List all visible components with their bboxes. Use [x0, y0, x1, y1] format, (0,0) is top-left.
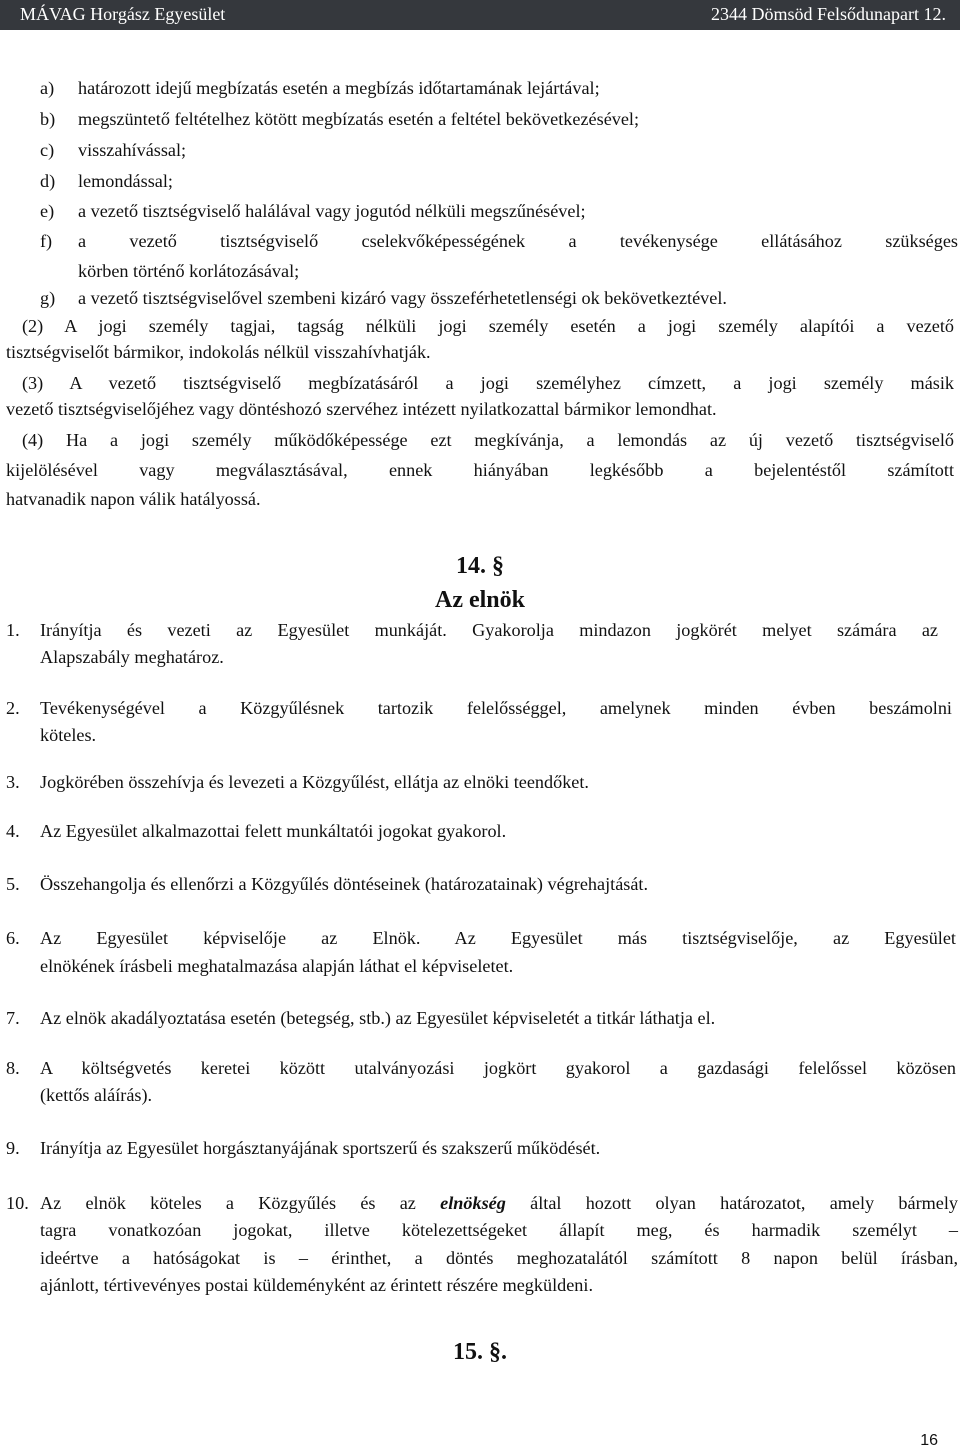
list-item-label: g)	[40, 288, 56, 308]
item-number: 5.	[6, 874, 20, 894]
paragraph-4-line: hatvanadik napon válik hatályossá.	[6, 489, 261, 509]
list-item-text: a vezető tisztségviselővel szembeni kizáró vagy összeférhetetlenségi ok bekövetkeztével.	[78, 288, 727, 308]
item-text: Irányítja az Egyesület horgásztanyájának sportszerű és szakszerű működését.	[40, 1138, 601, 1158]
item-number: 4.	[6, 821, 20, 841]
emphasized-term: elnökség	[440, 1193, 506, 1213]
list-item-text: határozott idejű megbízatás esetén a megbízás időtartamának lejártával;	[78, 78, 600, 98]
item-number: 2.	[6, 698, 20, 718]
list-item-text: visszahívással;	[78, 140, 187, 160]
paragraph-2-line: tisztségviselőt bármikor, indokolás nélkül visszahívhatják.	[6, 342, 431, 362]
paragraph-2-line: (2) A jogi személy tagjai, tagság nélküli jogi személy esetén a jogi személy alapítói a vezető	[22, 316, 954, 336]
item-text: Irányítja és vezeti az Egyesület munkáját. Gyakorolja mindazon jogkörét melyet számára az	[40, 620, 938, 640]
item-text-part: által hozott olyan határozatot, amely bármely	[530, 1193, 959, 1213]
item-text-part: Az elnök köteles a Közgyűlés és az	[40, 1193, 416, 1213]
list-item-label: c)	[40, 140, 55, 160]
item-text-continued: elnökének írásbeli meghatalmazása alapján láthat el képviseletet.	[40, 956, 514, 976]
item-number: 1.	[6, 620, 20, 640]
header-address: 2344 Dömsöd Felsődunapart 12.	[711, 4, 946, 24]
item-number: 7.	[6, 1008, 20, 1028]
header-organization: MÁVAG Horgász Egyesület	[20, 4, 226, 24]
item-text: Az elnök akadályoztatása esetén (betegség, stb.) az Egyesület képviseletét a titkár láthatja el.	[40, 1008, 716, 1028]
item-text-continued: ideértve a hatóságokat is – érinthet, a döntés meghozatalától számított 8 napon belül írásban,	[40, 1248, 958, 1268]
item-number: 9.	[6, 1138, 20, 1158]
item-number: 10.	[6, 1193, 29, 1213]
item-number: 3.	[6, 772, 20, 792]
page-header	[0, 0, 960, 30]
section-number: 14. §	[456, 553, 504, 579]
section-number: 15. §.	[453, 1339, 507, 1365]
item-text: Az Egyesület alkalmazottai felett munkáltatói jogokat gyakorol.	[40, 821, 507, 841]
item-number: 8.	[6, 1058, 20, 1078]
list-item-text: a vezető tisztségviselő cselekvőképességének a tevékenysége ellátásához szükséges	[78, 231, 958, 251]
paragraph-4-line: kijelölésével vagy megválasztásával, ennek hiányában legkésőbb a bejelentéstől számított	[6, 460, 954, 480]
list-item-text: lemondással;	[78, 171, 173, 191]
item-text-continued: tagra vonatkozóan jogokat, illetve kötelezettségeket állapít meg, és harmadik személyt –	[40, 1220, 958, 1240]
item-text-continued: Alapszabály meghatároz.	[40, 647, 224, 667]
page-number: 16	[920, 1432, 938, 1449]
item-text	[40, 1191, 958, 1215]
list-item-label: b)	[40, 109, 56, 129]
section-title: Az elnök	[435, 587, 525, 613]
list-item-label: e)	[40, 201, 55, 221]
item-text: A költségvetés keretei között utalványozási jogkört gyakorol a gazdasági felelőssel közösen	[40, 1058, 956, 1078]
paragraph-3-line: vezető tisztségviselőjéhez vagy döntéshozó szervéhez intézett nyilatkozattal bármikor lemondhat.	[6, 399, 717, 419]
paragraph-4-line: (4) Ha a jogi személy működőképessége ezt megkívánja, a lemondás az új vezető tisztségviselő	[22, 430, 954, 450]
list-item-text-continued: körben történő korlátozásával;	[78, 261, 300, 281]
item-text: Tevékenységével a Közgyűlésnek tartozik felelősséggel, amelynek minden évben beszámolni	[40, 698, 952, 718]
item-text: Összehangolja és ellenőrzi a Közgyűlés döntéseinek (határozatainak) végrehajtását.	[40, 874, 649, 894]
item-text: Az Egyesület képviselője az Elnök. Az Egyesület más tisztségviselője, az Egyesület	[40, 928, 956, 948]
item-number: 6.	[6, 928, 20, 948]
item-text-continued: köteles.	[40, 725, 97, 745]
list-item-label: a)	[40, 78, 55, 98]
list-item-label: d)	[40, 171, 56, 191]
item-text-continued: ajánlott, tértivevényes postai küldeményként az érintett részére megküldeni.	[40, 1275, 593, 1295]
list-item-text: megszüntető feltételhez kötött megbízatás esetén a feltétel bekövetkezésével;	[78, 109, 640, 129]
list-item-label: f)	[40, 231, 53, 251]
item-text-continued: (kettős aláírás).	[40, 1085, 153, 1105]
item-text: Jogkörében összehívja és levezeti a Közgyűlést, ellátja az elnöki teendőket.	[40, 772, 589, 792]
paragraph-3-line: (3) A vezető tisztségviselő megbízatásáról a jogi személyhez címzett, a jogi személy másik	[22, 373, 954, 393]
list-item-text: a vezető tisztségviselő halálával vagy jogutód nélküli megszűnésével;	[78, 201, 586, 221]
